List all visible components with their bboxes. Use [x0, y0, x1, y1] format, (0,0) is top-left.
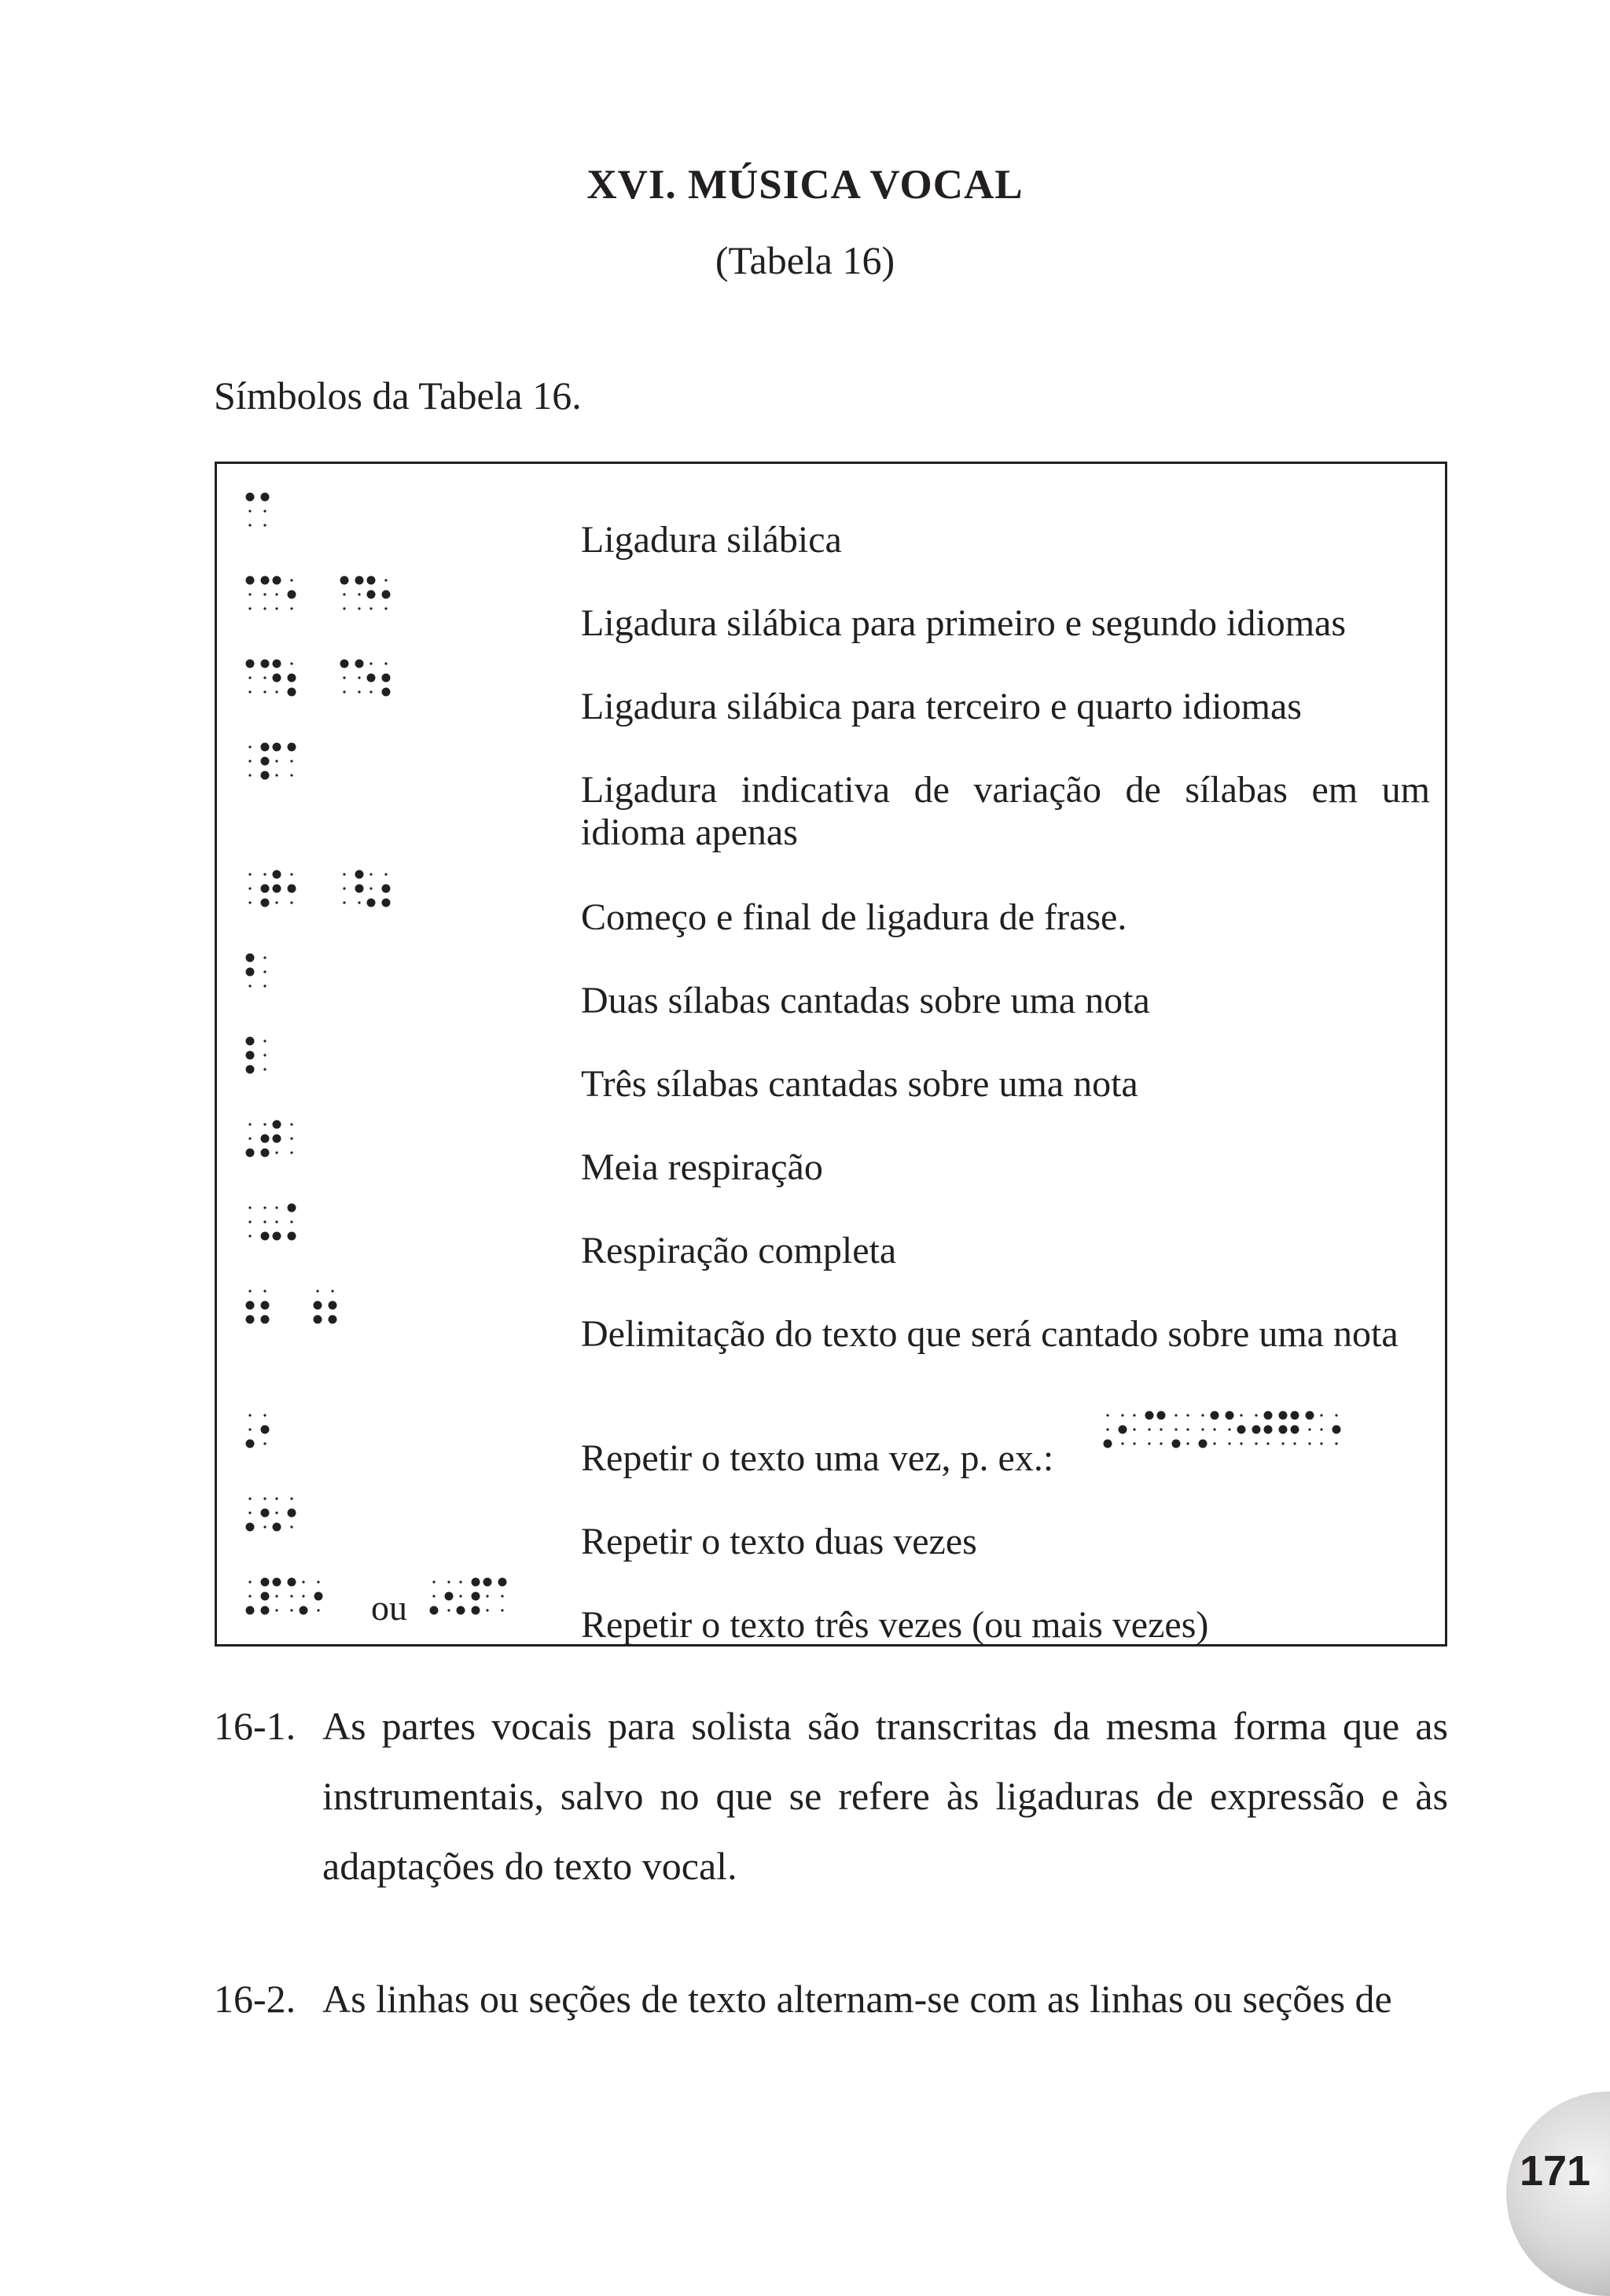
braille-dot-flat: [343, 676, 345, 679]
braille-dot-flat: [358, 607, 360, 609]
braille-dot-raised: [246, 1051, 255, 1060]
braille-dot-raised: [246, 1315, 255, 1324]
braille-dot-flat: [1174, 1428, 1177, 1430]
braille-dot-flat: [1186, 1428, 1189, 1430]
braille-dot-raised: [1291, 1411, 1299, 1420]
braille-dot-flat: [317, 1580, 319, 1583]
braille-dot-flat: [1293, 1442, 1296, 1444]
braille-dot-flat: [290, 1609, 292, 1611]
braille-dot-flat: [263, 1525, 266, 1528]
braille-dot-raised: [382, 591, 391, 599]
braille-dot-raised: [1226, 1411, 1234, 1420]
braille-dot-flat: [263, 510, 266, 512]
braille-dot-raised: [329, 1315, 337, 1324]
braille-dot-flat: [290, 1137, 292, 1139]
braille-dot-flat: [1186, 1442, 1189, 1444]
braille-dot-raised: [246, 968, 255, 977]
braille-dot-raised: [273, 885, 281, 893]
symbol-description: Repetir o texto uma vez, p. ex.:: [581, 1437, 1054, 1479]
braille-dot-flat: [275, 593, 278, 595]
braille-dot-flat: [343, 593, 345, 595]
braille-dot-raised: [472, 1592, 480, 1601]
braille-dot-flat: [275, 760, 278, 762]
braille-dot-flat: [343, 607, 345, 609]
symbol-description: Três sílabas cantadas sobre uma nota: [581, 1063, 1138, 1105]
braille-dot-flat: [486, 1609, 488, 1611]
symbol-description: Respiração completa: [581, 1230, 897, 1271]
symbol-description: Repetir o texto duas vezes: [581, 1521, 977, 1562]
braille-dot-raised: [261, 1301, 270, 1310]
braille-dot-raised: [261, 899, 270, 907]
paragraph-16-1: [214, 1691, 1448, 1901]
braille-dot-raised: [261, 1606, 270, 1615]
braille-dot-flat: [1201, 1428, 1204, 1430]
braille-dot-flat: [302, 1580, 304, 1583]
braille-dot-flat: [248, 524, 251, 526]
braille-dot-flat: [248, 1595, 251, 1597]
braille-dot-flat: [248, 676, 251, 679]
braille-dot-flat: [248, 1290, 251, 1292]
braille-dot-flat: [248, 1137, 251, 1139]
braille-dot-flat: [1255, 1442, 1257, 1444]
braille-dot-raised: [457, 1606, 465, 1615]
braille-dot-flat: [1320, 1442, 1322, 1444]
braille-dot-flat: [343, 690, 345, 693]
braille-dot-flat: [263, 1054, 266, 1056]
braille-dot-raised: [367, 899, 376, 907]
braille-dot-flat: [486, 1595, 488, 1597]
braille-dot-raised: [246, 1301, 255, 1310]
braille-dot-flat: [1121, 1442, 1123, 1444]
braille-dot-raised: [261, 771, 270, 780]
braille-dot-flat: [447, 1580, 450, 1583]
braille-dot-flat: [248, 593, 251, 595]
braille-dot-flat: [248, 887, 251, 889]
braille-dot-raised: [340, 576, 349, 585]
braille-dot-raised: [246, 660, 255, 668]
braille-dot-flat: [263, 524, 266, 526]
braille-dot-raised: [355, 885, 364, 893]
braille-dot-raised: [1199, 1440, 1208, 1448]
braille-dot-flat: [263, 1442, 266, 1444]
braille-dot-raised: [261, 1135, 270, 1143]
braille-dot-flat: [1308, 1428, 1310, 1430]
braille-dot-flat: [263, 676, 266, 679]
braille-symbol: [245, 863, 402, 918]
braille-dot-flat: [1213, 1442, 1215, 1444]
paragraph-16-2: [214, 1964, 1448, 2034]
braille-dot-flat: [1121, 1414, 1123, 1416]
braille-symbol: [245, 736, 308, 791]
braille-dot-raised: [430, 1606, 439, 1615]
braille-dot-flat: [358, 676, 360, 679]
braille-symbol: [245, 1280, 349, 1335]
braille-dot-raised: [261, 1315, 270, 1324]
braille-dot-raised: [273, 674, 281, 683]
braille-symbol: [245, 486, 281, 541]
braille-dot-raised: [1279, 1426, 1288, 1434]
braille-dot-raised: [261, 743, 270, 752]
braille-dot-raised: [273, 1523, 281, 1532]
braille-dot-flat: [263, 873, 266, 875]
braille-dot-flat: [248, 760, 251, 762]
symbol-description: Ligadura silábica para primeiro e segundo idiomas: [581, 602, 1347, 644]
braille-dot-raised: [246, 576, 255, 585]
braille-dot-flat: [248, 1428, 251, 1430]
braille-dot-flat: [275, 1511, 278, 1514]
braille-dot-flat: [290, 873, 292, 875]
braille-dot-flat: [263, 1123, 266, 1125]
braille-dot-raised: [367, 576, 376, 585]
braille-symbol: [245, 1488, 308, 1543]
braille-dot-raised: [314, 1301, 322, 1310]
braille-dot-raised: [1104, 1440, 1112, 1448]
braille-dot-flat: [275, 774, 278, 776]
braille-dot-raised: [261, 660, 270, 668]
braille-dot-flat: [248, 1234, 251, 1237]
braille-dot-raised: [1237, 1426, 1246, 1434]
braille-dot-flat: [302, 1595, 304, 1597]
paragraph-text: As linhas ou seções de texto alternam-se com as linhas ou seções de: [322, 1977, 1392, 2021]
braille-dot-raised: [1211, 1411, 1219, 1420]
paragraph-number: 16-2.: [214, 1977, 296, 2021]
braille-dot-raised: [288, 591, 296, 599]
braille-dot-raised: [382, 674, 391, 683]
braille-symbol: [245, 1197, 308, 1252]
paragraph-number: 16-1.: [214, 1704, 296, 1748]
braille-dot-flat: [275, 607, 278, 609]
braille-dot-flat: [263, 1039, 266, 1042]
braille-dot-flat: [275, 1206, 278, 1209]
braille-dot-flat: [263, 1068, 266, 1070]
symbol-description: Meia respiração: [581, 1146, 823, 1188]
braille-dot-flat: [263, 1206, 266, 1209]
braille-dot-flat: [369, 873, 372, 875]
braille-dot-raised: [355, 576, 364, 585]
braille-symbol: [245, 1113, 308, 1168]
braille-dot-flat: [263, 1220, 266, 1223]
braille-dot-raised: [261, 1232, 270, 1241]
braille-dot-raised: [273, 743, 281, 752]
braille-dot-flat: [501, 1595, 503, 1597]
braille-symbol-alt: [429, 1571, 519, 1626]
symbol-description: Duas sílabas cantadas sobre uma nota: [581, 980, 1150, 1021]
braille-dot-raised: [288, 674, 296, 683]
braille-dot-flat: [1308, 1442, 1310, 1444]
braille-dot-raised: [1252, 1426, 1261, 1434]
braille-dot-flat: [1255, 1414, 1257, 1416]
braille-dot-flat: [331, 1290, 333, 1292]
braille-dot-flat: [248, 1414, 251, 1416]
braille-symbol-table: [215, 462, 1447, 1647]
braille-dot-raised: [329, 1301, 337, 1310]
braille-dot-flat: [343, 873, 345, 875]
braille-dot-raised: [246, 1523, 255, 1532]
braille-dot-raised: [1264, 1426, 1273, 1434]
braille-dot-flat: [369, 887, 372, 889]
braille-dot-flat: [248, 873, 251, 875]
symbol-description: Repetir o texto três vezes (ou mais vezes): [581, 1604, 1209, 1646]
braille-dot-flat: [1160, 1428, 1162, 1430]
braille-dot-flat: [248, 984, 251, 987]
braille-dot-raised: [355, 870, 364, 879]
braille-dot-flat: [1133, 1442, 1135, 1444]
braille-dot-flat: [275, 901, 278, 903]
braille-dot-flat: [1213, 1428, 1215, 1430]
braille-dot-flat: [1335, 1414, 1337, 1416]
braille-dot-flat: [501, 1609, 503, 1611]
braille-dot-raised: [261, 885, 270, 893]
braille-dot-raised: [1332, 1426, 1341, 1434]
braille-dot-raised: [367, 674, 376, 683]
braille-dot-flat: [1186, 1414, 1189, 1416]
braille-dot-raised: [1291, 1426, 1299, 1434]
braille-dot-raised: [288, 743, 296, 752]
symbol-description: Começo e final de ligadura de frase.: [581, 896, 1127, 938]
braille-dot-raised: [314, 1315, 322, 1324]
braille-dot-flat: [432, 1595, 435, 1597]
braille-dot-flat: [317, 1609, 319, 1611]
braille-dot-flat: [1281, 1442, 1284, 1444]
braille-dot-raised: [273, 1135, 281, 1143]
symbol-description: Delimitação do texto que será cantado sobre uma nota: [581, 1313, 1399, 1355]
braille-dot-raised: [367, 591, 376, 599]
braille-dot-flat: [369, 662, 372, 664]
braille-dot-flat: [263, 984, 266, 987]
braille-dot-flat: [1240, 1442, 1242, 1444]
braille-dot-raised: [445, 1592, 454, 1601]
braille-dot-raised: [472, 1606, 480, 1615]
braille-example: [1103, 1404, 1353, 1459]
braille-dot-raised: [314, 1592, 323, 1601]
braille-dot-flat: [290, 901, 292, 903]
braille-dot-raised: [273, 1232, 281, 1241]
braille-dot-flat: [459, 1595, 461, 1597]
braille-dot-raised: [1306, 1411, 1314, 1420]
braille-dot-raised: [246, 1440, 255, 1448]
braille-dot-raised: [288, 1232, 296, 1241]
braille-dot-flat: [1133, 1428, 1135, 1430]
braille-dot-flat: [275, 1595, 278, 1597]
braille-dot-raised: [261, 493, 270, 502]
braille-dot-flat: [358, 690, 360, 693]
braille-dot-flat: [290, 760, 292, 762]
or-separator: ou: [371, 1588, 407, 1628]
braille-dot-flat: [290, 1525, 292, 1528]
braille-dot-raised: [246, 1606, 255, 1615]
braille-dot-flat: [275, 1220, 278, 1223]
braille-dot-raised: [300, 1606, 308, 1615]
braille-dot-flat: [290, 1595, 292, 1597]
page-number: 171: [1519, 2147, 1591, 2195]
braille-dot-flat: [358, 593, 360, 595]
braille-dot-raised: [288, 885, 296, 893]
braille-dot-flat: [343, 887, 345, 889]
braille-dot-flat: [1106, 1414, 1108, 1416]
braille-dot-flat: [369, 607, 372, 609]
braille-dot-flat: [248, 1511, 251, 1514]
braille-dot-flat: [248, 1220, 251, 1223]
braille-dot-raised: [288, 1204, 296, 1212]
braille-dot-flat: [263, 690, 266, 693]
braille-dot-raised: [246, 493, 255, 502]
braille-dot-raised: [261, 1592, 270, 1601]
braille-dot-flat: [1106, 1428, 1108, 1430]
braille-dot-raised: [246, 1065, 255, 1074]
braille-dot-raised: [483, 1578, 492, 1587]
braille-dot-flat: [290, 1497, 292, 1499]
chapter-subtitle: (Tabela 16): [715, 238, 895, 282]
braille-dot-raised: [1279, 1411, 1288, 1420]
braille-dot-raised: [1157, 1411, 1166, 1420]
braille-dot-raised: [472, 1578, 480, 1587]
braille-dot-flat: [343, 901, 345, 903]
braille-dot-raised: [273, 870, 281, 879]
braille-dot-flat: [275, 690, 278, 693]
braille-dot-flat: [290, 1220, 292, 1223]
braille-dot-flat: [263, 1414, 266, 1416]
braille-dot-raised: [273, 1578, 281, 1587]
braille-dot-flat: [263, 1497, 266, 1499]
braille-symbol: [245, 1571, 335, 1626]
braille-dot-raised: [246, 1149, 255, 1157]
braille-dot-flat: [290, 774, 292, 776]
braille-dot-raised: [246, 954, 255, 962]
braille-dot-flat: [1133, 1414, 1135, 1416]
braille-dot-raised: [382, 899, 391, 907]
braille-dot-raised: [288, 688, 296, 697]
braille-dot-flat: [290, 662, 292, 664]
braille-dot-flat: [1335, 1442, 1337, 1444]
braille-dot-flat: [447, 1609, 450, 1611]
braille-dot-flat: [248, 745, 251, 748]
braille-dot-flat: [384, 873, 387, 875]
braille-dot-flat: [248, 1580, 251, 1583]
braille-symbol: [245, 1030, 281, 1085]
braille-dot-raised: [261, 576, 270, 585]
braille-dot-raised: [273, 1120, 281, 1129]
braille-dot-flat: [432, 1580, 435, 1583]
paragraph-text: As partes vocais para solista são transcritas da mesma forma que as instrumentais, salvo no que se refere às ligaduras de expressão e às adaptações do texto vocal.: [322, 1704, 1448, 1888]
braille-dot-flat: [275, 1151, 278, 1154]
braille-dot-raised: [273, 660, 281, 668]
braille-dot-raised: [261, 1509, 270, 1518]
braille-dot-flat: [263, 593, 266, 595]
symbol-description: Ligadura silábica: [581, 519, 842, 561]
braille-dot-raised: [1264, 1411, 1273, 1420]
braille-symbol: [245, 947, 281, 1002]
braille-dot-raised: [261, 1426, 270, 1434]
braille-dot-flat: [1148, 1428, 1150, 1430]
braille-dot-flat: [290, 1123, 292, 1125]
braille-dot-flat: [459, 1580, 461, 1583]
braille-dot-flat: [369, 690, 372, 693]
intro-text: Símbolos da Tabela 16.: [214, 373, 582, 418]
braille-symbol: [245, 569, 402, 624]
braille-dot-raised: [261, 1149, 270, 1157]
braille-dot-flat: [1320, 1428, 1322, 1430]
braille-dot-raised: [288, 1509, 296, 1518]
braille-dot-flat: [248, 1206, 251, 1209]
braille-dot-flat: [290, 607, 292, 609]
braille-dot-flat: [1266, 1442, 1269, 1444]
braille-dot-raised: [355, 660, 364, 668]
braille-dot-raised: [246, 1037, 255, 1046]
braille-dot-flat: [384, 662, 387, 664]
braille-dot-flat: [1228, 1442, 1230, 1444]
braille-symbol: [245, 653, 402, 708]
braille-dot-flat: [290, 1151, 292, 1154]
braille-dot-flat: [384, 607, 387, 609]
braille-dot-flat: [1228, 1428, 1230, 1430]
braille-dot-raised: [498, 1578, 507, 1587]
braille-dot-flat: [358, 901, 360, 903]
braille-dot-flat: [263, 970, 266, 973]
braille-dot-flat: [1320, 1414, 1322, 1416]
braille-dot-flat: [248, 690, 251, 693]
braille-dot-flat: [248, 901, 251, 903]
braille-dot-raised: [382, 688, 391, 697]
braille-dot-flat: [1240, 1414, 1242, 1416]
braille-dot-raised: [340, 660, 349, 668]
braille-dot-flat: [1201, 1414, 1204, 1416]
braille-dot-flat: [248, 1123, 251, 1125]
braille-dot-flat: [275, 1497, 278, 1499]
braille-dot-raised: [288, 1578, 296, 1587]
braille-dot-flat: [290, 579, 292, 581]
chapter-title: XVI. MÚSICA VOCAL: [586, 162, 1024, 208]
braille-dot-flat: [263, 607, 266, 609]
braille-dot-raised: [273, 576, 281, 585]
symbol-description: Ligadura silábica para terceiro e quarto idiomas: [581, 686, 1302, 727]
braille-dot-flat: [248, 510, 251, 512]
braille-dot-flat: [248, 1497, 251, 1499]
braille-dot-flat: [275, 1609, 278, 1611]
braille-dot-flat: [1174, 1414, 1177, 1416]
braille-dot-flat: [316, 1290, 318, 1292]
braille-dot-raised: [1172, 1440, 1181, 1448]
braille-dot-raised: [382, 885, 391, 893]
braille-dot-raised: [1145, 1411, 1154, 1420]
symbol-description: Ligadura indicativa de variação de sílabas em um idioma apenas: [581, 769, 1430, 853]
braille-dot-flat: [384, 579, 387, 581]
braille-dot-flat: [248, 774, 251, 776]
braille-dot-flat: [1148, 1442, 1150, 1444]
braille-dot-raised: [261, 1578, 270, 1587]
braille-dot-flat: [263, 1290, 266, 1292]
braille-dot-raised: [1119, 1426, 1127, 1434]
braille-dot-flat: [248, 607, 251, 609]
braille-symbol: [245, 1404, 281, 1459]
braille-dot-flat: [1160, 1442, 1162, 1444]
braille-dot-flat: [263, 956, 266, 959]
braille-dot-raised: [261, 757, 270, 766]
